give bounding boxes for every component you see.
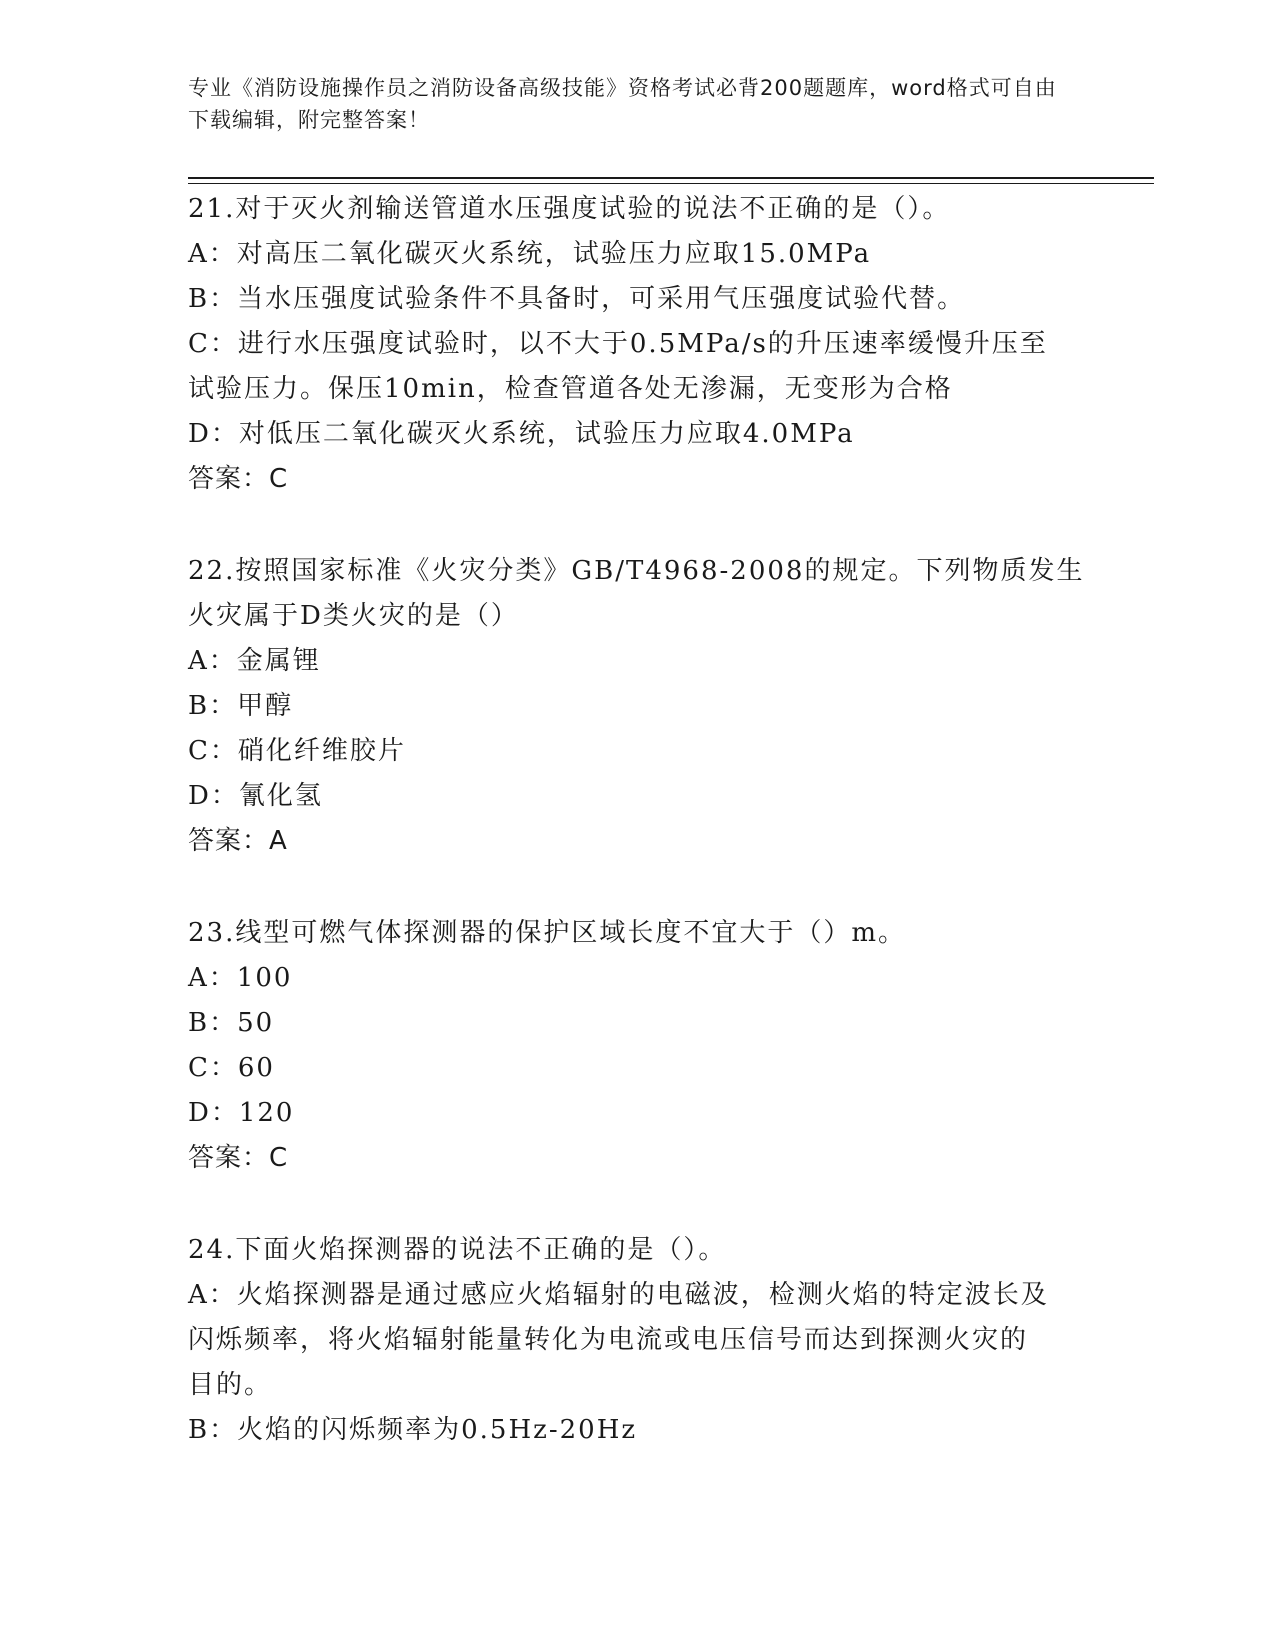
question-stem-continued: 火灾属于D类火灾的是（） (188, 601, 519, 631)
document-header: 专业《消防设施操作员之消防设备高级技能》资格考试必背200题题库，word格式可自由下载编辑，附完整答案！ (188, 76, 1057, 132)
question-stem: 22.按照国家标准《火灾分类》GB/T4968-2008的规定。下列物质发生 (188, 556, 1085, 586)
option-b: B：甲醇 (188, 691, 294, 721)
option-a: A：100 (188, 963, 293, 993)
option-c: C：硝化纤维胶片 (188, 736, 406, 766)
option-d: D：对低压二氧化碳灭火系统，试验压力应取4.0MPa (188, 419, 855, 449)
option-b: B：50 (188, 1008, 275, 1038)
question-23 (188, 911, 1088, 1181)
question-stem: 21.对于灭火剂输送管道水压强度试验的说法不正确的是（）。 (188, 194, 951, 224)
option-c: C：进行水压强度试验时，以不大于0.5MPa/s的升压速率缓慢升压至 (188, 329, 1048, 359)
header-rule-thin (188, 183, 1154, 184)
question-list (188, 187, 1088, 1500)
question-24 (188, 1228, 1088, 1453)
option-a: A：金属锂 (188, 646, 321, 676)
question-stem: 23.线型可燃气体探测器的保护区域长度不宜大于（）m。 (188, 918, 907, 948)
header-rule-thick (188, 177, 1154, 179)
answer-line: 答案：C (188, 1143, 289, 1173)
question-22 (188, 549, 1088, 864)
option-a: A：对高压二氧化碳灭火系统，试验压力应取15.0MPa (188, 239, 872, 269)
option-a-continued: 目的。 (188, 1370, 273, 1400)
option-c: C：60 (188, 1053, 275, 1083)
question-21 (188, 187, 1088, 502)
option-d: D：120 (188, 1098, 295, 1128)
question-stem: 24.下面火焰探测器的说法不正确的是（）。 (188, 1235, 727, 1265)
option-b: B：火焰的闪烁频率为0.5Hz-20Hz (188, 1415, 638, 1445)
option-a: A：火焰探测器是通过感应火焰辐射的电磁波，检测火焰的特定波长及 (188, 1280, 1049, 1310)
option-a-continued: 闪烁频率，将火焰辐射能量转化为电流或电压信号而达到探测火灾的 (188, 1325, 1029, 1355)
option-c-continued: 试验压力。保压10min，检查管道各处无渗漏，无变形为合格 (188, 374, 953, 404)
option-b: B：当水压强度试验条件不具备时，可采用气压强度试验代替。 (188, 284, 966, 314)
answer-line: 答案：C (188, 464, 289, 494)
answer-line: 答案：A (188, 826, 288, 856)
option-d: D：氰化氢 (188, 781, 323, 811)
